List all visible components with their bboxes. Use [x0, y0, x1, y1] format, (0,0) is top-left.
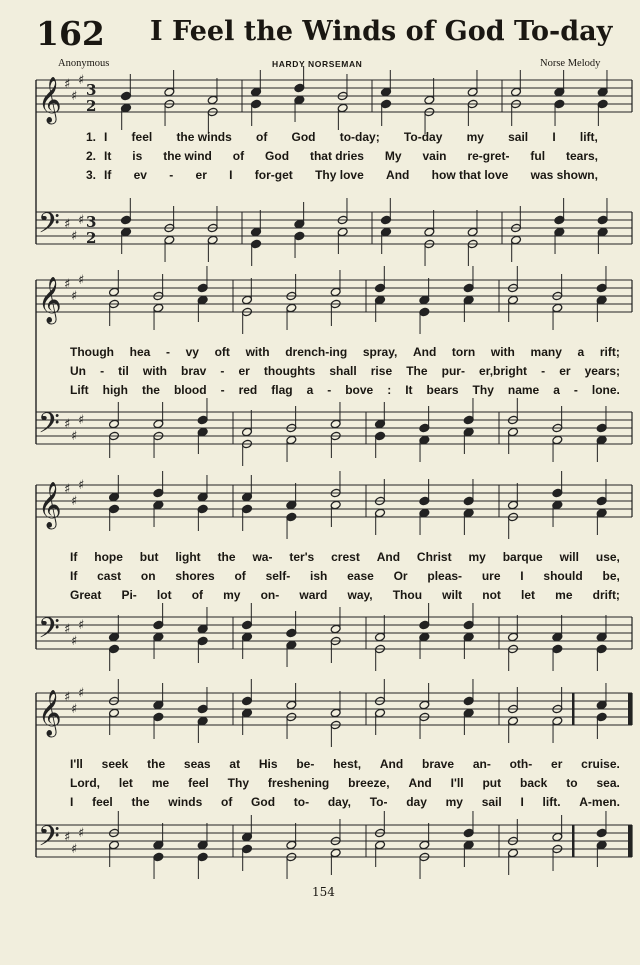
lyric-syllable: a: [553, 383, 560, 397]
final-barline: [628, 825, 632, 857]
lyric-syllable: And: [412, 345, 437, 359]
lyric-syllable: hest,: [333, 757, 362, 771]
lyric-syllable: for-get: [254, 168, 293, 182]
lyric-syllable: The: [406, 364, 428, 378]
lyric-syllable: ish: [310, 569, 328, 583]
lyric-syllable: shall: [329, 364, 357, 378]
lyric-syllable: to-day;: [339, 130, 380, 144]
lyric-syllable: hea: [129, 345, 151, 359]
key-sharp: ♯: [64, 622, 71, 637]
final-barline: [572, 693, 575, 725]
bass-clef: 𝄢: [38, 612, 60, 652]
lyric-syllable: with: [490, 345, 515, 359]
time-signature: 2: [86, 97, 97, 115]
lyric-syllable: wa-: [252, 550, 273, 564]
lyric-syllable: And: [379, 757, 404, 771]
lyric-syllable: It: [104, 149, 112, 163]
lyric-syllable: sail: [508, 130, 529, 144]
lyric-syllable: If: [70, 569, 78, 583]
lyric-syllable: drench-ing: [285, 345, 348, 359]
lyric-syllable: a: [306, 383, 314, 397]
lyric-syllable: the: [141, 383, 160, 397]
lyric-syllable: -: [573, 383, 578, 397]
lyric-syllable: bove: [345, 383, 374, 397]
lyric-line: [70, 364, 620, 378]
lyric-syllable: of: [232, 149, 245, 163]
lyric-syllable: the: [131, 795, 150, 809]
lyric-line: [104, 130, 598, 144]
lyric-syllable: And: [376, 550, 401, 564]
lyric-syllable: til: [118, 364, 129, 378]
key-sharp: ♯: [64, 830, 71, 845]
lyric-syllable: I'll: [450, 776, 464, 790]
key-sharp: ♯: [71, 289, 78, 304]
lyric-syllable: feel: [188, 776, 209, 790]
key-sharp: ♯: [64, 277, 71, 292]
lyric-syllable: Christ: [416, 550, 452, 564]
time-signature: 3: [86, 81, 97, 99]
lyric-syllable: oth-: [509, 757, 533, 771]
treble-clef: 𝄞: [38, 690, 62, 736]
lyric-syllable: ter's: [289, 550, 315, 564]
lyric-syllable: breeze,: [348, 776, 390, 790]
verse-number: 2.: [86, 149, 97, 163]
lyric-syllable: ward: [299, 588, 328, 602]
lyric-syllable: pur-: [441, 364, 465, 378]
final-barline: [628, 693, 632, 725]
lyric-syllable: cast: [97, 569, 122, 583]
key-sharp: ♯: [64, 417, 71, 432]
music-attribution: Norse Melody: [540, 58, 601, 69]
lyric-syllable: feel: [92, 795, 113, 809]
lyric-syllable: freshening: [267, 776, 330, 790]
bass-clef: 𝄢: [38, 407, 60, 447]
lyric-syllable: should: [543, 569, 583, 583]
lyric-syllable: vain: [422, 149, 447, 163]
key-sharp: ♯: [71, 842, 78, 857]
lyric-syllable: is: [132, 149, 143, 163]
lyric-syllable: ful: [530, 149, 546, 163]
lyric-line: [70, 569, 620, 583]
key-sharp: ♯: [64, 690, 71, 705]
lyric-line: [104, 149, 598, 163]
lyric-syllable: tears,: [565, 149, 598, 163]
lyric-syllable: on-: [260, 588, 280, 602]
time-signature: 2: [86, 229, 97, 247]
lyric-syllable: Thy: [227, 776, 250, 790]
lyric-syllable: Thy love: [315, 168, 364, 182]
lyric-syllable: -: [165, 345, 170, 359]
lyric-line: [104, 168, 598, 182]
lyric-syllable: God: [251, 795, 276, 809]
lyric-syllable: I: [70, 795, 74, 809]
lyric-syllable: lot: [156, 588, 172, 602]
lyric-syllable: er: [195, 168, 207, 182]
lyric-syllable: drift;: [592, 588, 620, 602]
final-barline: [572, 825, 575, 857]
lyric-syllable: back: [520, 776, 548, 790]
lyric-syllable: was shown,: [530, 168, 598, 182]
lyric-syllable: torn: [451, 345, 476, 359]
key-sharp: ♯: [78, 413, 85, 428]
tune-name: HARDY NORSEMAN: [272, 59, 363, 69]
lyric-syllable: on: [140, 569, 156, 583]
lyric-syllable: spray,: [362, 345, 398, 359]
hymn-number: 162: [36, 14, 105, 53]
lyric-syllable: lift.: [542, 795, 561, 809]
lyric-syllable: Thy: [472, 383, 494, 397]
lyric-syllable: ease: [347, 569, 374, 583]
lyric-syllable: let: [118, 776, 133, 790]
lyric-syllable: -: [541, 364, 546, 378]
lyric-syllable: er,bright: [479, 364, 528, 378]
key-sharp: ♯: [71, 229, 78, 244]
lyric-syllable: er: [559, 364, 571, 378]
lyric-syllable: with: [142, 364, 167, 378]
lyric-syllable: I: [552, 130, 556, 144]
lyric-syllable: oft: [214, 345, 230, 359]
lyric-syllable: lone.: [591, 383, 620, 397]
lyric-syllable: :: [387, 383, 392, 397]
lyric-syllable: of: [255, 130, 268, 144]
lyric-syllable: thoughts: [263, 364, 316, 378]
key-sharp: ♯: [64, 482, 71, 497]
lyric-syllable: high: [102, 383, 128, 397]
key-sharp: ♯: [71, 89, 78, 104]
lyric-syllable: bears: [426, 383, 459, 397]
lyric-syllable: not: [482, 588, 501, 602]
lyric-syllable: Lord,: [70, 776, 100, 790]
lyric-syllable: It: [405, 383, 413, 397]
lyric-syllable: -: [169, 168, 174, 182]
lyric-syllable: seek: [101, 757, 129, 771]
lyric-syllable: of: [220, 795, 233, 809]
lyric-syllable: crest: [331, 550, 360, 564]
lyric-line: [70, 550, 620, 564]
lyric-syllable: -: [220, 364, 225, 378]
lyric-syllable: let: [521, 588, 536, 602]
lyric-syllable: many: [530, 345, 562, 359]
treble-clef: 𝄞: [38, 277, 62, 323]
key-sharp: ♯: [78, 73, 85, 88]
lyric-syllable: cruise.: [581, 757, 620, 771]
lyric-syllable: God: [265, 149, 290, 163]
lyric-syllable: flag: [271, 383, 293, 397]
lyric-syllable: of: [191, 588, 204, 602]
lyric-syllable: sea.: [596, 776, 620, 790]
key-sharp: ♯: [71, 494, 78, 509]
lyric-syllable: at: [229, 757, 241, 771]
treble-clef: 𝄞: [38, 482, 62, 528]
lyric-line: [70, 776, 620, 790]
lyric-syllable: ure: [481, 569, 501, 583]
lyric-syllable: red: [238, 383, 258, 397]
lyric-syllable: day,: [327, 795, 351, 809]
lyric-syllable: I: [104, 130, 108, 144]
lyric-line: [70, 383, 620, 397]
lyric-syllable: His: [258, 757, 278, 771]
lyric-syllable: my: [466, 130, 484, 144]
treble-clef: 𝄞: [38, 77, 62, 123]
bass-clef: 𝄢: [38, 820, 60, 860]
hymn-title: I Feel the Winds of God To-day: [150, 16, 613, 47]
lyric-line: [70, 588, 620, 602]
lyric-syllable: If: [104, 168, 112, 182]
key-sharp: ♯: [78, 686, 85, 701]
words-attribution: Anonymous: [58, 58, 110, 69]
key-sharp: ♯: [71, 634, 78, 649]
lyric-syllable: brave: [422, 757, 455, 771]
key-sharp: ♯: [78, 213, 85, 228]
lyric-syllable: -: [100, 364, 105, 378]
page-number: 154: [312, 885, 335, 899]
lyric-syllable: the: [217, 550, 236, 564]
lyric-syllable: day: [406, 795, 427, 809]
lyric-syllable: God: [291, 130, 316, 144]
lyric-syllable: a: [577, 345, 585, 359]
lyric-syllable: Though: [70, 345, 114, 359]
lyric-syllable: To-day: [403, 130, 443, 144]
lyric-syllable: my: [223, 588, 241, 602]
lyric-line: [70, 345, 620, 359]
lyric-syllable: of: [234, 569, 246, 583]
lyric-line: [70, 757, 620, 771]
lyric-syllable: I'll: [70, 757, 83, 771]
lyric-syllable: Un: [70, 364, 86, 378]
lyric-syllable: shores: [175, 569, 215, 583]
lyric-syllable: rise: [370, 364, 393, 378]
lyric-syllable: with: [245, 345, 270, 359]
lyric-syllable: lift,: [579, 130, 598, 144]
lyric-syllable: will: [559, 550, 579, 564]
lyric-syllable: pleas-: [427, 569, 463, 583]
lyric-syllable: that dries: [309, 149, 364, 163]
lyric-syllable: my: [445, 795, 463, 809]
lyric-syllable: And: [386, 168, 410, 182]
lyric-syllable: Lift: [70, 383, 89, 397]
key-sharp: ♯: [71, 429, 78, 444]
lyric-syllable: barque: [502, 550, 543, 564]
lyric-syllable: but: [139, 550, 159, 564]
lyric-syllable: seas: [183, 757, 211, 771]
lyric-syllable: be,: [602, 569, 620, 583]
lyric-syllable: me: [555, 588, 573, 602]
lyric-syllable: be-: [296, 757, 315, 771]
lyric-syllable: an-: [472, 757, 491, 771]
lyric-syllable: how that love: [431, 168, 509, 182]
verse-number: 3.: [86, 168, 97, 182]
lyric-syllable: Pi-: [121, 588, 137, 602]
lyric-syllable: name: [507, 383, 540, 397]
lyric-syllable: Great: [70, 588, 102, 602]
lyric-syllable: me: [151, 776, 170, 790]
lyric-syllable: Thou: [392, 588, 423, 602]
lyric-syllable: my: [468, 550, 486, 564]
lyric-syllable: to: [566, 776, 578, 790]
key-sharp: ♯: [78, 478, 85, 493]
lyric-syllable: blood: [173, 383, 207, 397]
key-sharp: ♯: [78, 618, 85, 633]
lyric-syllable: er: [238, 364, 250, 378]
lyric-syllable: If: [70, 550, 78, 564]
lyric-syllable: use,: [595, 550, 620, 564]
lyric-syllable: way,: [347, 588, 373, 602]
lyric-syllable: I: [229, 168, 233, 182]
key-sharp: ♯: [78, 273, 85, 288]
time-signature: 3: [86, 213, 97, 231]
verse-number: 1.: [86, 130, 97, 144]
lyric-syllable: vy: [185, 345, 199, 359]
lyric-syllable: rift;: [599, 345, 620, 359]
lyric-syllable: wilt: [442, 588, 463, 602]
lyric-syllable: Or: [393, 569, 408, 583]
key-sharp: ♯: [64, 77, 71, 92]
lyric-syllable: feel: [131, 130, 153, 144]
lyric-syllable: ev: [133, 168, 147, 182]
bass-clef: 𝄢: [38, 207, 60, 247]
lyric-syllable: the: [147, 757, 166, 771]
lyric-syllable: re-gret-: [467, 149, 510, 163]
lyric-syllable: winds: [168, 795, 203, 809]
lyric-syllable: er: [551, 757, 563, 771]
lyric-syllable: brav: [180, 364, 207, 378]
lyric-syllable: hope: [94, 550, 123, 564]
lyric-syllable: to-: [293, 795, 310, 809]
lyric-syllable: light: [175, 550, 201, 564]
lyric-syllable: -: [220, 383, 225, 397]
lyric-syllable: the winds: [176, 130, 232, 144]
lyric-syllable: I: [520, 795, 524, 809]
lyric-syllable: sail: [481, 795, 502, 809]
lyric-syllable: And: [408, 776, 432, 790]
lyric-syllable: the wind: [163, 149, 212, 163]
lyric-syllable: years;: [584, 364, 620, 378]
lyric-syllable: put: [482, 776, 502, 790]
lyric-line: [70, 795, 620, 809]
lyric-syllable: -: [327, 383, 332, 397]
lyric-syllable: self-: [265, 569, 291, 583]
lyric-syllable: To-: [369, 795, 388, 809]
lyric-syllable: My: [384, 149, 402, 163]
key-sharp: ♯: [78, 826, 85, 841]
key-sharp: ♯: [64, 217, 71, 232]
lyric-syllable: A-men.: [579, 795, 620, 809]
key-sharp: ♯: [71, 702, 78, 717]
lyric-syllable: I: [520, 569, 524, 583]
